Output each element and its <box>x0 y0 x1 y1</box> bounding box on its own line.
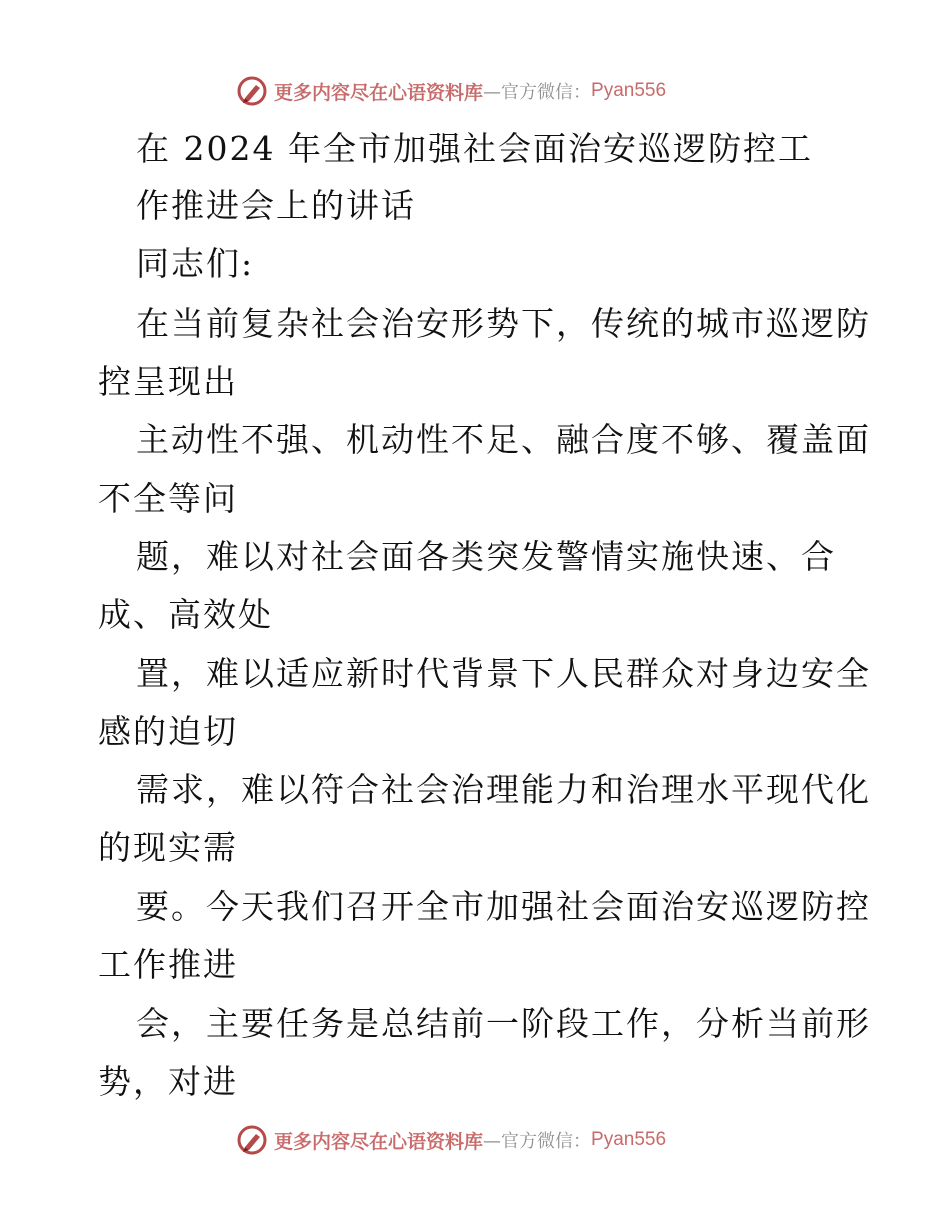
pen-logo-icon <box>236 1124 268 1156</box>
watermark-wechat-id: Pyan556 <box>591 80 667 101</box>
pen-logo-icon <box>236 75 268 107</box>
paragraph-line: 置，难以适应新时代背景下人民群众对身边安全 <box>136 654 871 693</box>
header-watermark <box>236 73 666 109</box>
paragraph-line: 不全等问 <box>98 479 238 518</box>
watermark-main-text: 更多内容尽在心语资料库 <box>274 1130 484 1153</box>
paragraph-line: 主动性不强、机动性不足、融合度不够、覆盖面 <box>136 420 871 459</box>
paragraph-line: 势，对进 <box>98 1062 238 1101</box>
paragraph-line: 在当前复杂社会治安形势下，传统的城市巡逻防 <box>136 304 871 343</box>
paragraph-line: 会，主要任务是总结前一阶段工作，分析当前形 <box>136 1004 871 1043</box>
title-line-2: 作推进会上的讲话 <box>136 186 416 225</box>
paragraph-line: 成、高效处 <box>98 595 273 634</box>
watermark-official-label: —官方微信： <box>483 82 592 103</box>
paragraph-line: 的现实需 <box>98 828 238 867</box>
paragraph-line: 感的迫切 <box>98 712 238 751</box>
paragraph-line: 要。今天我们召开全市加强社会面治安巡逻防控 <box>136 887 871 926</box>
watermark-official-label: —官方微信： <box>483 1131 592 1152</box>
watermark-wechat-id: Pyan556 <box>591 1129 667 1150</box>
salutation: 同志们: <box>136 244 255 283</box>
title-line-1: 在 2024 年全市加强社会面治安巡逻防控工 <box>136 129 813 168</box>
paragraph-line: 控呈现出 <box>98 362 238 401</box>
paragraph-line: 工作推进 <box>98 945 238 984</box>
footer-watermark <box>236 1122 666 1158</box>
paragraph-line: 题，难以对社会面各类突发警情实施快速、合 <box>136 537 836 576</box>
watermark-main-text: 更多内容尽在心语资料库 <box>274 81 484 104</box>
paragraph-line: 需求，难以符合社会治理能力和治理水平现代化 <box>136 770 871 809</box>
